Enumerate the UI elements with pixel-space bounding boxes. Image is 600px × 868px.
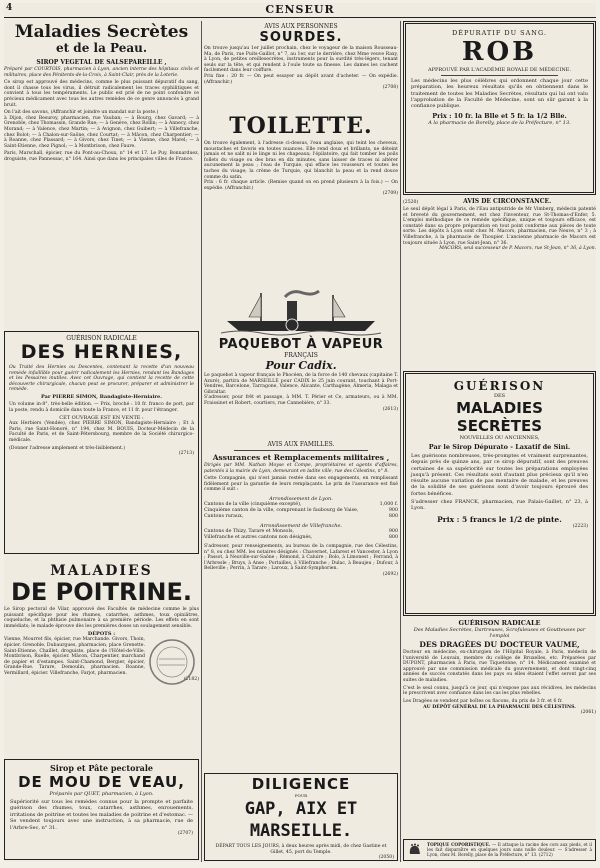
ad-body: DÉPART TOUS LES JOURS, à deux heures après midi, de chez Gastine et Gillet, 45, port du Temple. (215, 844, 387, 855)
ad-kicker: GUÉRISON RADICALE (458, 619, 541, 627)
ad-hernies (4, 331, 199, 554)
tariff-canton: Villefranche et autres cantons non désignés, (204, 534, 313, 540)
ad-where: S'adresser chez FRANCK, pharmacien, rue Palais-Gaillet, n° 23, à Lyon. (411, 499, 588, 512)
ad-toilette (204, 113, 398, 283)
ad-kicker: GUÉRISON (453, 379, 546, 393)
ad-depots-intro: On l'ait des savons, (Affranchir et joindre un mandat sur la poste.) (4, 110, 159, 116)
ad-price: Prix fixe : 20 fr. — On peut essayer au dépôt avant d'acheter. — On expédie. (Affranchir.) (204, 73, 398, 85)
ad-paquebot (204, 287, 398, 437)
ad-destination: Pour Cadix. (265, 359, 337, 372)
column-2 (204, 21, 398, 862)
ad-title: DILIGENCE (251, 775, 351, 793)
pharmacy-stamp-icon (147, 637, 197, 687)
ad-body: — Il attaque la racine des cors aux pieds, et il les fait disparaître en quelques jours sans nulle douleur. — S'adresser à Lyon, chez M. Borelly, place de la Préfecture, n° 13. (427, 842, 592, 858)
ad-title: DES DRAGÉES DU DOCTEUR VAUME, (419, 640, 580, 649)
ad-subtitle: NOUVELLES OU ANCIENNES, (459, 435, 540, 441)
ad-price: Prix : 6 fr. chaque article. (Remise quand on en prend plusieurs à la fois.) — On expédie. (Affranchir.) (204, 180, 398, 191)
ad-title: DE MOU DE VEAU, (18, 773, 185, 791)
ad-kicker-2: Des Maladies Secrètes, Dartreuses, Scrofuleuses et Goutteuses par l'emploi (413, 627, 586, 639)
ad-code: (2713) (178, 451, 194, 457)
ad-kicker: AVIS AUX FAMILLES. (267, 441, 335, 448)
tariff-price: 1,000 f. (379, 501, 398, 507)
ad-depot: AU DÉPÔT GÉNÉRAL DE LA PHARMACIE DES CÉLESTINS. (423, 705, 576, 711)
ad-title: SOURDES. (259, 30, 343, 45)
ad-author: Par PIERRE SIMON, Bandagiste-Herniaire. (41, 393, 162, 400)
ad-mou-de-veau (4, 759, 199, 860)
ad-title: TOILETTE. (229, 113, 373, 139)
ad-topique (403, 839, 596, 861)
ad-title: DES HERNIES, (20, 341, 183, 363)
ad-circonstance (403, 198, 596, 368)
tariff-canton: Cantons de Thizy, Tarare et Monsols, (204, 528, 294, 534)
ad-code: (2692) (382, 571, 398, 577)
ad-code: (2709) (382, 191, 398, 197)
tariff-price: 900 (388, 528, 398, 534)
ad-poitrine (4, 559, 199, 749)
ad-by: Préparés par QUET, pharmacien, à Lyon. (49, 791, 154, 797)
column-rule (400, 21, 401, 862)
ad-tail: S'adresser, pour renseignements, au bureau de la compagnie, rue des Célestins, n° 8, ou chez MM. les notaires désignés : Chavernet, Lafarest et Vancester, à Lyon ; Passot, à Neuville-sur-Saône ; Rémond, à Caluire ; Bolo, à Limonest ; Ferrand, à l'Arbresle ; Bruys, à Anse ; Portailles, à Villefranche ; Dulac, à Beaujeu ; Dufour, à Belleville ; Perrin, à Tarare ; Laroux, à Saint-Symphorien. (204, 543, 398, 572)
ad-body: Le paquebot à vapeur français le Phocéen, de la force de 140 chevaux (capitaine T. Azuré), partira de MARSEILLE pour CADIX le 25 juin courant, touchant à Port-Vendres, Barcelone, Tarragone, Valence, Alicante, Carthagène, Almeria, Malaga et Gibraltar. (204, 373, 398, 395)
ad-contact: S'adresser, pour frêt et passage, à MM. T. Périer et Ce, armateurs, ou à MM. Fraissinet et Robert, courtiers, rue Cannebière, n° 33. (204, 395, 398, 406)
tariff-table-lyon (204, 502, 398, 520)
newspaper-page (4, 3, 596, 862)
ad-price: Prix : 5 francs le 1/2 de pinte. (437, 514, 562, 524)
ad-code: (2613) (382, 406, 398, 412)
ad-code: (2050) (378, 855, 394, 861)
column-3 (403, 21, 596, 862)
ad-kicker: AVIS AUX PERSONNES (264, 23, 338, 30)
page-number: 4 (6, 3, 13, 13)
ad-title: AVIS DE CIRCONSTANCE. (463, 198, 552, 205)
tariff-canton: Cinquième canton de la ville, comprenant le faubourg de Vaise, (204, 507, 359, 513)
ad-subtitle: FRANÇAIS (284, 352, 318, 359)
ad-depots-heading: DÉPOTS : (87, 631, 116, 638)
ad-code: (2707) (177, 831, 193, 837)
ad-title: TOPIQUE COPORISTIQUE. (427, 842, 491, 847)
ad-title: DE POITRINE. (11, 578, 192, 606)
ad-kicker: Sirop et Pâte pectorale (50, 763, 153, 773)
ad-title: Maladies Secrètes (14, 22, 189, 42)
ad-tail: C'est le seul connu, jusqu'à ce jour, qui n'expose pas aux récidives, les médecins le prescrivent avec confiance dans les cas les plus rebelles. (403, 685, 596, 697)
steamship-icon (221, 287, 381, 337)
ad-price: Prix : 10 fr. la Blle et 5 fr. la 1/2 Blle. (432, 112, 567, 121)
product-name: SIROP VEGETAL DE SALSEPAREILLE , (36, 59, 167, 66)
ad-code: (2708) (382, 85, 398, 91)
ad-body: On trouve jusqu'au 1er juillet prochain, chez le voyageur de la maison Rousseau-Ma, de Paris, rue Puits-Gaillot, n° 7, au 1er, sur le derrière, chez Mme veuve Raxy, à Lyon, de petites oreillesecrètes, instruments pour la surdité très-légers, tenant seuls sur la tête, et qui rendent à l'ouïe toute sa finesse. Les dames les cachent facilement dans leur coiffure. (204, 46, 398, 74)
ad-tail: Paris, Marschall, épicier, rue du Pont-au-Choux, n° 14 et 17. Le Puy, Bonnarduez, droguiste, rue Pannessac, n° 164. Ainsi que dans les principales villes de France. (4, 151, 199, 162)
ad-dragees (403, 619, 596, 841)
ad-body: Les médecins les plus célèbres qui ordonnent chaque jour cette préparation, les heureux résultats qu'ils en obtiennent dans le traitement de toutes les Maladies Secrètes, résultats qui lui ont valu l'approbation de la Faculté de Médecine, sont un sûr garant à la confiance publique. (411, 78, 588, 110)
ad-destination: GAP, AIX ET MARSEILLE. (244, 799, 358, 841)
ad-diligence (204, 773, 398, 861)
ad-title: MALADIES SECRÈTES (456, 399, 543, 435)
ad-body: Le Sirop pectoral de Vilar, approuvé des Facultés de médecine comme le plus puissant spécifique pour les rhumes, catarrhes, asthmes, toux opiniâtres, coqueluche, et la phthisie pulmonaire à sa première période. Les effets en sont immédiats; le malade éprouve dès les premières doses un soulagement sensible. (4, 607, 199, 629)
tariff-row (204, 514, 398, 520)
tariff-row (204, 535, 398, 541)
ad-body: Cette Compagnie, qui n'est jamais restée dans ses engagements, en remplissant fidèlement pour la garantie de leurs remplaçants. Le prix de l'assurance est fixé comme il suit : (204, 476, 398, 493)
ad-body: Ou Traité des Hernies ou Descentes, contenant la recette d'un nouveau remède infaillible pour guérir radicalement les Hernies, rendant les Bandages et les Pessaires inutiles. Avec cet Ouvrage, qui contient la recette de cette découverte chirurgicale, chacun peut se procurer, préparer et administrer le remède. (9, 365, 194, 393)
column-rule (201, 21, 202, 862)
ad-kicker-2: DES (493, 393, 506, 399)
ad-price: Les Dragées se vendent par boîtes ou flacons, du prix de 3 fr. et 6 fr. (403, 698, 563, 704)
ad-title: ROB (461, 37, 538, 67)
ad-kicker: DÉPURATIF DU SANG. (451, 29, 548, 37)
foot-icon (407, 842, 423, 858)
ad-body: Supériorité sur tous les remèdes connus pour la prompte et parfaite guérison des rhumes, toux, catarrhes, asthmes, enrouements, irritations de poitrine et toutes les maladies de poitrine et d'estomac. — Se vendent toujours avec une instruction, à sa pharmacie, rue de l'Arbre-Sec, n° 31. (10, 799, 193, 831)
ad-prepared-by: Préparé par COURTOIS, pharmacien à Lyon, ancien interne des hôpitaux civils et militaires, place des Pénitents-de-la-Croix, à Saint-Clair, près de la Loterie. (4, 67, 199, 78)
ad-depots: Vienne, Mourret fils, épicier, rue Marchande. Givors, Thoin, épicier. Grenoble, Dubaurgues, pharmacien, place Grenette. Saint-Etienne, Chaillet, droguiste, place de l'Hôtel-de-Ville. Montbrison, Ruelle, épicier. Mâcon, Charpentier, marchand de papier et d'estampes. Saint-Chamond, Bergier, épicier, Grande-Rue. Tarare, Demoulin, pharmacien. Roanne, Vermillard, épicier. Villefranche, Farjot, pharmacien. (4, 637, 145, 676)
ad-subtitle: APPROUVÉ PAR L'ACADÉMIE ROYALE DE MÉDECINE. (428, 67, 571, 73)
ad-signature: MACORS, seul successeur de P. Macors, rue St-Jean, n° 36, à Lyon. (439, 246, 596, 252)
ad-sourdes (204, 21, 398, 109)
section-villefranche: Arrondissement de Villefranche. (259, 522, 343, 529)
ad-where-heading: CET OUVRAGE EST EN VENTE : (59, 415, 144, 422)
section-lyon: Arrondissement de Lyon. (269, 495, 333, 502)
ad-kicker: GUÉRISON RADICALE (66, 335, 137, 342)
ad-where: Aux Herbiers (Vendée), chez PIERRE SIMON, Bandagiste-Herniaire ; Et à Paris, rue Saint-Honoré, n° 194, chez M. BOUIS, Docteur-Médecin de la Faculté de Paris, et de Saint-Pétersbourg, membre de la Société chirurgico-médicale. (9, 421, 194, 443)
ad-assurances (204, 441, 398, 769)
ad-body: Ce sirop est approuvé des médecins, comme le plus puissant dépuratif du sang, dont il chasse tous les virus, il détruit radicalement les traces syphilitiques et convient à tous les tempéraments. Le public est prié de ne point confondre ce précieux médicament avec tous les autres remèdes de ce genre annoncés à grand bruit. (4, 80, 199, 108)
tariff-price: 900 (388, 507, 398, 513)
ad-where: A la pharmacie de Borelly, place de la Préfecture, n° 13. (428, 120, 571, 127)
ad-by: Dirigés par MM. Nathan Moyse et Compe, propriétaires et agents d'affaires, patentés à la mairie de Lyon, demeurant en ladite ville, rue des Célestins, n° 8. (204, 463, 398, 474)
ad-guerison-maladies (403, 371, 596, 616)
ad-title: PAQUEBOT À VAPEUR (218, 337, 384, 352)
ad-code: (2223) (572, 523, 588, 529)
ad-by: Par le Sirop Dépurato - Laxatif de Sini. (428, 443, 571, 451)
column-1 (4, 21, 199, 862)
ad-code: (2712) (538, 852, 553, 858)
ad-price: Un volume in-8°, très-belle édition. — Prix, broché : 10 fr. franco de port, par la poste, rendu à domicile dans toute la France, et 11 fr. pour l'étranger. (9, 401, 194, 413)
ad-subtitle: et de la Peau. (55, 41, 148, 55)
ad-code: (2061) (580, 710, 596, 716)
ad-depots: à Dijon, chez Besuroy, pharmacien, rue Vauban; — à Bourg, chez Gavard; — à Grenoble, chez Thomassin, Grande Rue; — à Genève, chez Rollin; — à Annecy, chez Morand; — à Valence, chez Martin; — à Avignon, chez Guibert; — à Villefranche, chez Bolot; — à Chalon-sur-Saône, chez Courtat; — à Mâcon, chez Charpentier; — à Roanne, chez Plassard; — à Givors, chez Tinet; — à Vienne, chez Marel; — à Saint-Etienne, chez Pignol; — à Montbrison, chez Faure. (4, 115, 199, 149)
ad-code: (2520) (403, 200, 419, 205)
tariff-table-villefranche (204, 529, 398, 541)
ad-body: Le seul dépôt légal à Paris, de l'Eau antiputride de Mr Vimberg, médecin patenté et breveté du gouvernement, est chez l'inventeur, rue St-Thomas-d'Enfer, 5. L'emploi méthodique de ce remède spécifique, unique et toujours efficace, est constaté dans sa propre préparation en tout point conforme aux pièces de toute sorte. Les dépôts à Lyon sont chez M. Macors, pharmacien, rue Neuve, n° 3 ; à Villefranche, à la pharmacie de Thoupier. L'ancienne pharmacie de Macors est toujours située à Lyon, rue Saint-Jean, n° 36. (403, 207, 596, 246)
ad-title: Assurances et Remplacements militaires , (212, 453, 390, 462)
ad-body: Les guérisons nombreuses, très-promptes et vraiment surprenantes, depuis près de quinze ans, par ce sirop dépuratif, sont des preuves certaines de sa supériorité sur toutes les préparations employées jusqu'à présent. Ces résultats sont d'autant plus précieux qu'il n'en résulte aucune variation de pas mentaire de malade, et les preuves de la solidité de ses guérisons sont d'avoir toujours éprouvé des fortes bénéfices. (411, 453, 588, 497)
ad-kicker: MALADIES (50, 563, 153, 579)
ad-maladies-secretes (4, 21, 199, 293)
ad-code: (2182) (183, 676, 199, 682)
ad-rob (403, 21, 596, 195)
ad-pour: POUR (294, 793, 308, 798)
page-header (4, 3, 596, 18)
tariff-canton: Cantons de la ville (cinquième excepté), (204, 501, 302, 507)
tariff-canton: Cantons ruraux, (204, 513, 244, 519)
ad-body: On trouve également, à l'adresse ci-dessus, l'eau anglaise, qui teint les cheveux, moustaches et favoris en toutes nuances. Elle rend doux et brillants, ne déteint jamais et ne salit ni le linge ni les chapeaux; l'épilatoire, qui fait tomber les poils follets du visage ou des bras en dix minutes, sans laisser de traces ni altérer aucunement la peau ; l'eau de Turquie, qui efface les rousseurs et toutes les taches du visage; la crème de Turquie, qui blanchit la peau et la rend douce comme du satin. (204, 141, 398, 180)
ad-note: (Donner l'adresse amplement et très-lisiblement.) (9, 445, 126, 451)
tariff-price: 800 (388, 513, 398, 519)
tariff-price: 800 (388, 534, 398, 540)
masthead: CENSEUR (265, 3, 335, 16)
ad-body: Docteur en médecine, ex-chirurgien de l'Hôpital Royale, à Paris, médecin de l'université de Louvain, membre du collège de Bruxelles, etc. Préparées par DUPONT, pharmacien à Paris, rue Tiquetonne, n° 14. Médicament examiné et approuvé par une commission médicale du gouvernement, et dont vingt-cinq années de succès constatés dans les pays ou elles étaient l'effet seront par ses suites de maladies. (403, 650, 596, 683)
